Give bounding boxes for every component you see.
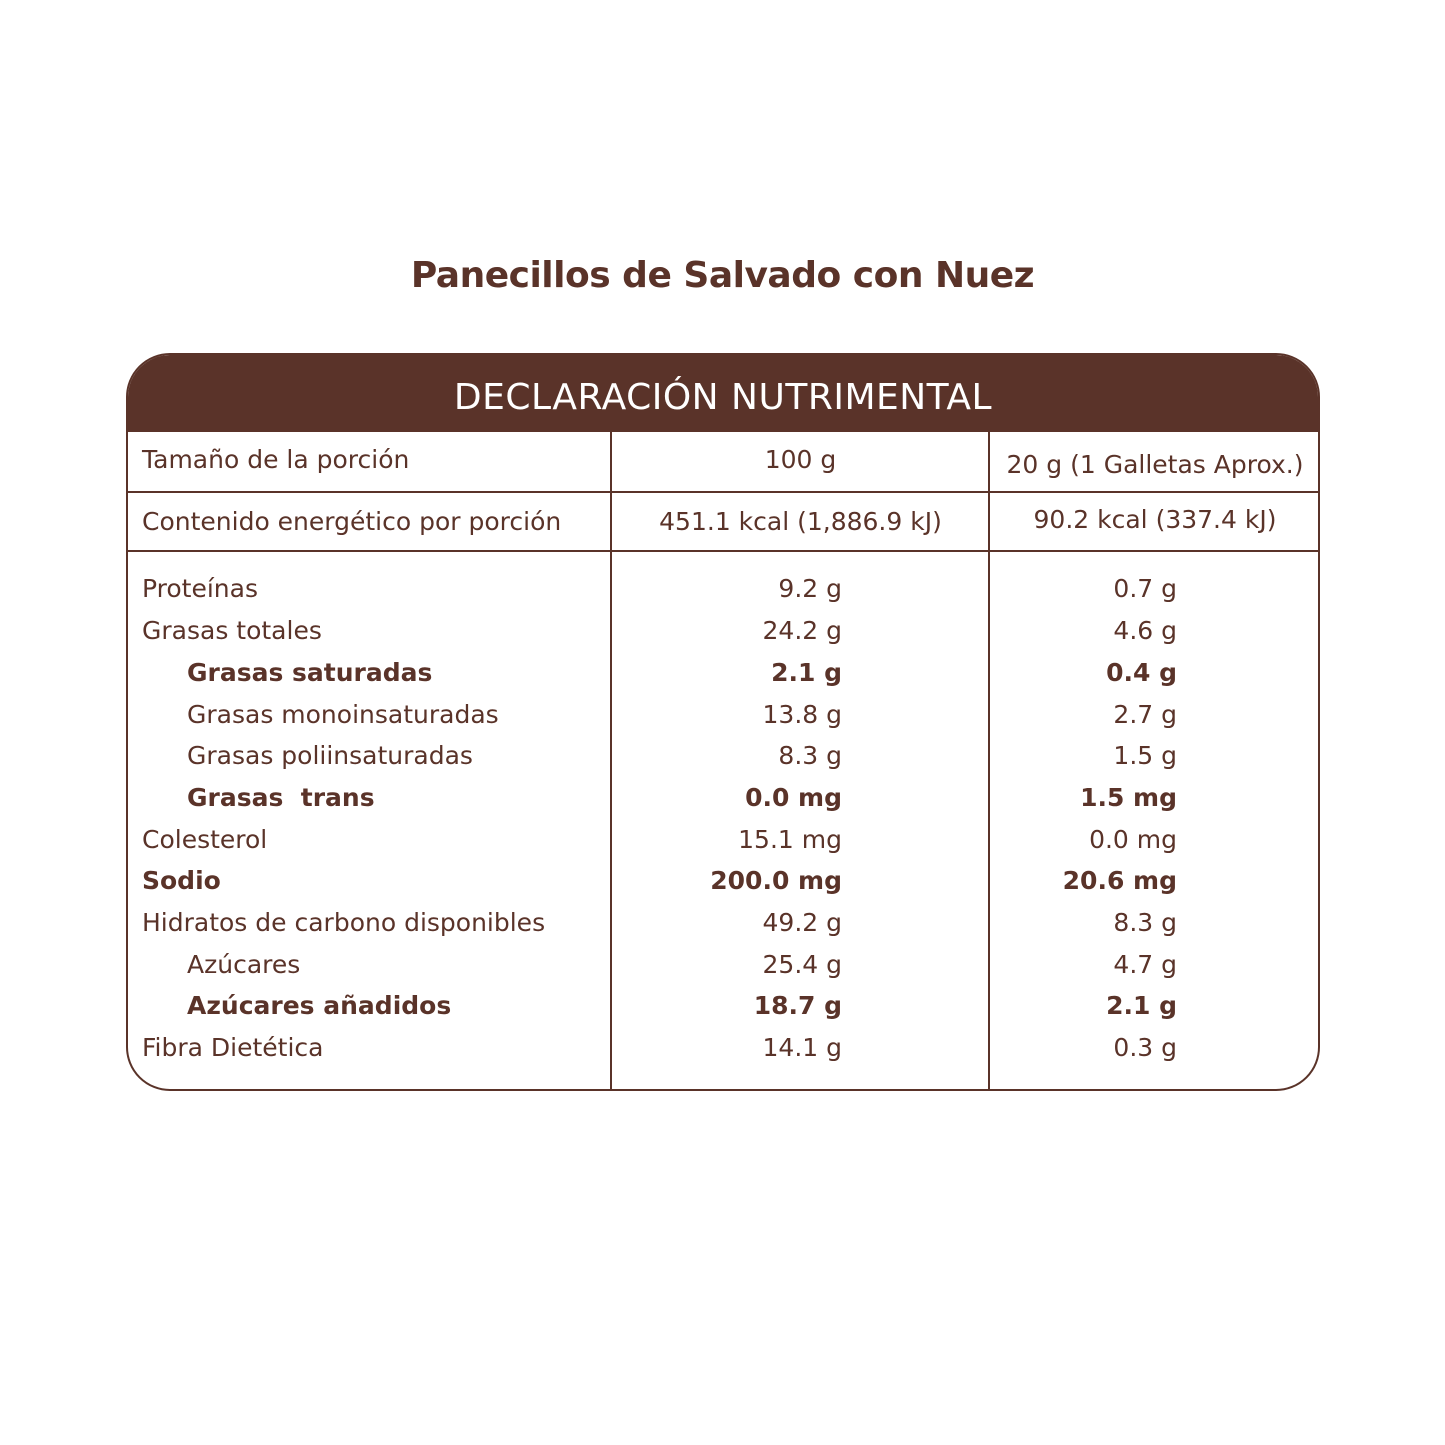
- nutrient-row-azucares-anadidos: [128, 991, 1318, 1033]
- nutrient-value-100g: 9.2 g: [778, 574, 842, 603]
- table-header: DECLARACIÓN NUTRIMENTAL: [128, 355, 1318, 432]
- nutrient-label: Hidratos de carbono disponibles: [142, 908, 546, 937]
- nutrient-row-colesterol: [128, 825, 1318, 867]
- nutrient-value-100g: 49.2 g: [762, 908, 842, 937]
- nutrient-label: Sodio: [142, 866, 221, 895]
- nutrient-row-fibra: [128, 1033, 1318, 1075]
- nutrient-value-serving: 0.0 mg: [1089, 825, 1177, 854]
- nutrient-row-azucares: [128, 950, 1318, 992]
- nutrient-label: Azúcares añadidos: [187, 991, 452, 1020]
- nutrient-value-100g: 0.0 mg: [745, 783, 842, 812]
- nutrient-row-proteinas: [128, 574, 1318, 616]
- nutrient-value-serving: 2.7 g: [1113, 700, 1177, 729]
- energy-label: Contenido energético por porción: [142, 507, 562, 536]
- nutrient-row-grasas-saturadas: [128, 658, 1318, 700]
- nutrient-value-serving: 4.7 g: [1113, 950, 1177, 979]
- row-divider-1: [128, 491, 1318, 493]
- nutrient-value-serving: 1.5 g: [1113, 741, 1177, 770]
- nutrient-value-serving: 0.7 g: [1113, 574, 1177, 603]
- portion-value-100g: 100 g: [764, 445, 837, 474]
- nutrient-label: Proteínas: [142, 574, 258, 603]
- nutrient-row-grasas-trans: [128, 783, 1318, 825]
- energy-value-serving: 90.2 kcal (337.4 kJ): [1033, 505, 1277, 534]
- nutrient-value-100g: 14.1 g: [762, 1033, 842, 1062]
- nutrient-row-grasas-monoinsaturadas: [128, 700, 1318, 742]
- nutrient-label: Grasas trans: [187, 783, 375, 812]
- nutrient-row-sodio: [128, 866, 1318, 908]
- energy-value-100g: 451.1 kcal (1,886.9 kJ): [659, 507, 942, 536]
- nutrient-label: Grasas monoinsaturadas: [187, 700, 499, 729]
- nutrient-value-serving: 4.6 g: [1113, 616, 1177, 645]
- nutrient-value-100g: 18.7 g: [753, 991, 842, 1020]
- nutrient-row-grasas-totales: [128, 616, 1318, 658]
- nutrient-label: Azúcares: [187, 950, 301, 979]
- nutrient-label: Grasas saturadas: [187, 658, 433, 687]
- nutrient-value-serving: 0.4 g: [1106, 658, 1177, 687]
- nutrient-label: Grasas poliinsaturadas: [187, 741, 473, 770]
- nutrient-value-100g: 15.1 mg: [738, 825, 842, 854]
- nutrient-value-serving: 8.3 g: [1113, 908, 1177, 937]
- nutrient-row-hidratos: [128, 908, 1318, 950]
- product-title: Panecillos de Salvado con Nuez: [410, 255, 1035, 296]
- nutrient-value-100g: 2.1 g: [771, 658, 842, 687]
- nutrient-value-serving: 0.3 g: [1113, 1033, 1177, 1062]
- nutrient-label: Fibra Dietética: [142, 1033, 324, 1062]
- nutrient-label: Grasas totales: [142, 616, 322, 645]
- nutrient-value-100g: 24.2 g: [762, 616, 842, 645]
- nutrient-value-100g: 13.8 g: [762, 700, 842, 729]
- nutrient-value-serving: 1.5 mg: [1080, 783, 1177, 812]
- nutrient-value-serving: 2.1 g: [1106, 991, 1177, 1020]
- row-divider-2: [128, 550, 1318, 552]
- nutrient-label: Colesterol: [142, 825, 268, 854]
- portion-label: Tamaño de la porción: [142, 445, 410, 474]
- nutrient-value-serving: 20.6 mg: [1062, 866, 1177, 895]
- nutrient-value-100g: 8.3 g: [778, 741, 842, 770]
- nutrient-row-grasas-poliinsaturadas: [128, 741, 1318, 783]
- nutrient-value-100g: 200.0 mg: [710, 866, 842, 895]
- nutrition-table: [126, 353, 1320, 1091]
- portion-value-serving: 20 g (1 Galletas Aprox.): [1006, 450, 1304, 479]
- nutrient-value-100g: 25.4 g: [762, 950, 842, 979]
